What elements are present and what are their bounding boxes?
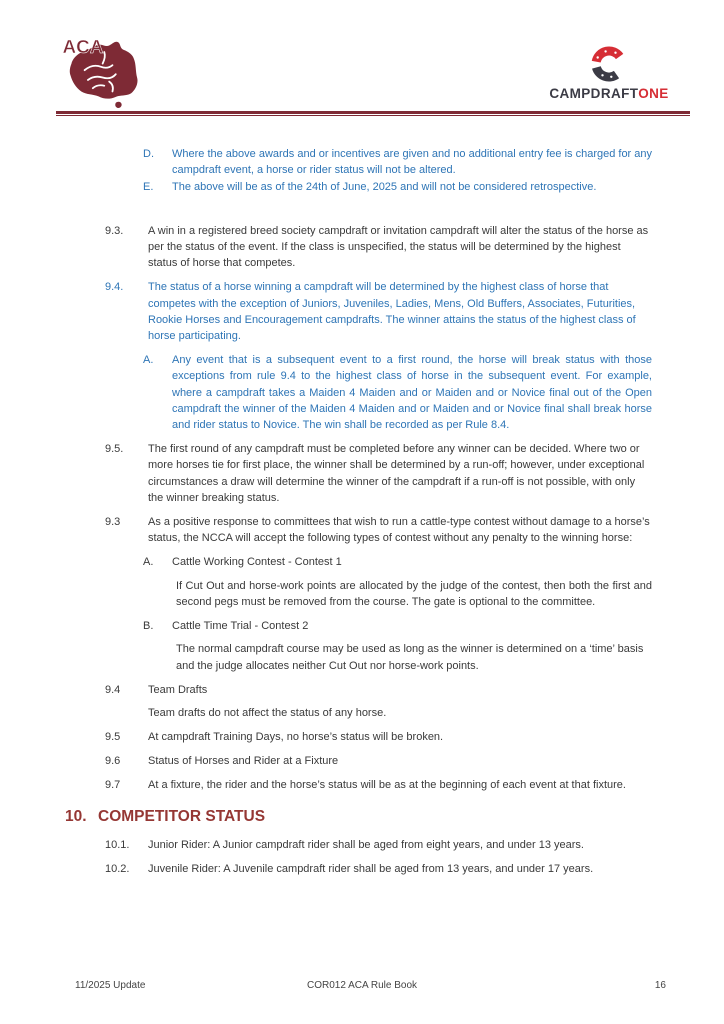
- footer-page-number: 16: [654, 980, 666, 991]
- list-item: [105, 618, 652, 634]
- list-item: [105, 146, 652, 179]
- list-item-number: 9.6: [105, 754, 121, 767]
- list-item-text: Cattle Working Contest - Contest 1: [172, 555, 342, 568]
- list-item: [105, 554, 652, 570]
- list-item-text: Status of Horses and Rider at a Fixture: [148, 754, 339, 767]
- list-item-text: Cattle Time Trial - Contest 2: [172, 619, 309, 632]
- list-item-text: If Cut Out and horse-work points are allocated by the judge of the contest, then both the first and second pegs must be removed from the course. The gate is optional to the committee.: [176, 579, 652, 608]
- list-item-text: At a fixture, the rider and the horse’s status will be as at the beginning of each event at that fixture.: [148, 778, 626, 791]
- brand-word-campdraft: CAMPDRAFT: [549, 86, 639, 101]
- list-item: [105, 837, 652, 853]
- list-item-text: Junior Rider: A Junior campdraft rider shall be aged from eight years, and under 13 years.: [148, 839, 584, 851]
- list-item-text: The above will be as of the 24th of June, 2025 and will not be considered retrospective.: [172, 180, 597, 193]
- list-item-number: 9.4: [105, 683, 121, 696]
- footer-update-label: 11/2025 Update: [75, 980, 146, 991]
- list-item-number: A.: [143, 353, 154, 366]
- list-item-text: Team Drafts: [148, 683, 208, 696]
- campdraftone-logo: [534, 44, 684, 101]
- list-item-number: 9.7: [105, 778, 121, 791]
- list-item-number: 9.4.: [105, 281, 124, 294]
- list-item-number: B.: [143, 619, 154, 632]
- horseshoe-c-icon: [589, 44, 629, 84]
- list-item-text: Team drafts do not affect the status of any horse.: [148, 707, 387, 720]
- list-item: [105, 705, 652, 721]
- list-item-number: 9.5: [105, 731, 121, 744]
- list-item: [105, 514, 652, 547]
- list-item: [105, 682, 652, 698]
- list-item-text: As a positive response to committees that wish to run a cattle-type contest without damage to a horse’s status, the NCCA will accept the following types of contest without any penalty to the winning horse:: [148, 515, 650, 544]
- list-item: [105, 729, 652, 745]
- list-item: [105, 777, 652, 793]
- aca-logo-icon: [60, 34, 142, 112]
- page-footer: [0, 980, 724, 996]
- list-item: [105, 861, 652, 877]
- section-heading-label: COMPETITOR STATUS: [98, 808, 266, 825]
- list-item-number: 9.5.: [105, 442, 124, 455]
- aca-logo-text: ACA: [62, 35, 104, 57]
- list-item-text: The first round of any campdraft must be completed before any winner can be decided. Where two or more horses tie for first place, the winner shall be determined by a run-off; however, under exceptional circumstances a draw will determine the winner of the campdraft if a run-off is not possible, with only the winner breaking status.: [148, 442, 645, 504]
- rules-list: [65, 146, 653, 885]
- list-item-text: Any event that is a subsequent event to a first round, the horse will break status with those exceptions from rule 9.4 to the highest class of horse in the subsequent event. For example, where a campdraft takes a Maiden 4 Maiden and or Maiden and or Novice final out of the Open campdraft the winner of the Maiden 4 Maiden and or Maiden and or Novice final shall break horse and rider status to Novice. The win shall be recorded as per Rule 8.4.: [172, 353, 652, 432]
- list-item-number: 10.2.: [105, 862, 130, 875]
- list-item: [105, 352, 652, 433]
- list-item: [105, 279, 652, 344]
- list-item: [105, 441, 652, 506]
- list-item: [105, 578, 652, 611]
- section-heading-number: 10.: [65, 808, 87, 825]
- list-item: [105, 753, 652, 769]
- section-heading: [65, 807, 652, 827]
- list-item-number: 10.1.: [105, 839, 130, 851]
- brand-word-one: ONE: [638, 86, 669, 101]
- footer-doc-title: COR012 ACA Rule Book: [306, 980, 418, 991]
- list-item-number: A.: [143, 555, 154, 568]
- list-item-text: Juvenile Rider: A Juvenile campdraft rider shall be aged from 13 years, and under 17 years.: [148, 862, 594, 875]
- list-item-text: Where the above awards and or incentives are given and no additional entry fee is charged for any campdraft event, a horse or rider status will not be altered.: [172, 148, 653, 177]
- list-item-text: The normal campdraft course may be used as long as the winner is determined on a ‘time’ basis and the judge allocates neither Cut Out nor horse-work points.: [176, 643, 644, 672]
- list-item: [105, 641, 652, 674]
- brand-wordmark: [534, 86, 684, 101]
- list-item-number: D.: [143, 148, 154, 160]
- list-item: [105, 179, 652, 195]
- list-item-text: The status of a horse winning a campdraft will be determined by the highest class of horse that competes with the exception of Juniors, Juveniles, Ladies, Mens, Old Buffers, Associates, Futurities, Rookie Horses and Encouragement campdrafts. The winner attains the status of the highest class of horse participating.: [148, 281, 636, 343]
- list-item-number: E.: [143, 180, 154, 193]
- list-item-number: 9.3: [105, 515, 121, 528]
- list-item-text: A win in a registered breed society campdraft or invitation campdraft will alter the status of the horse as per the status of the event. If the class is unspecified, the status will be determined by the highest status of horse that competes.: [148, 224, 649, 270]
- header-divider: [56, 111, 690, 116]
- list-item-text: At campdraft Training Days, no horse’s status will be broken.: [148, 731, 444, 744]
- list-item: [105, 223, 652, 272]
- list-item-number: 9.3.: [105, 224, 124, 237]
